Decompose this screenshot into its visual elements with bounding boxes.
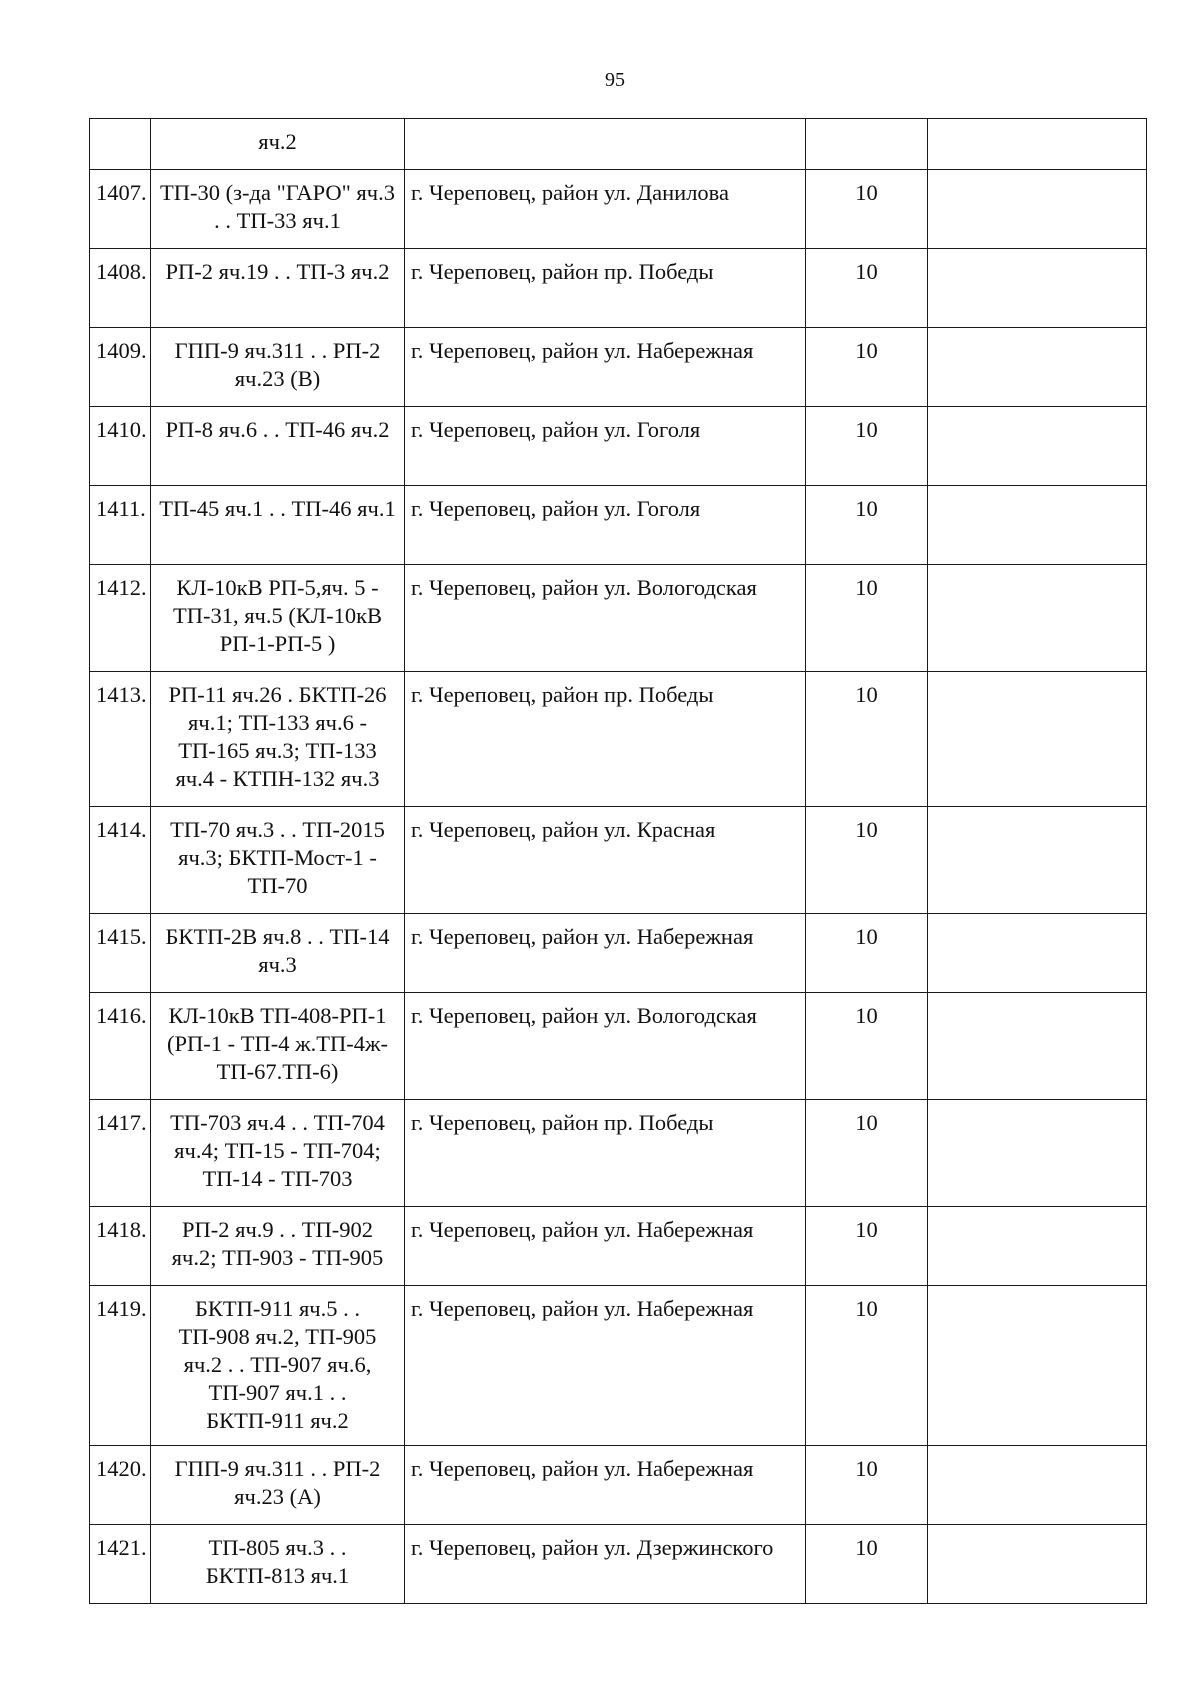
table-row [90,993,1147,1100]
note-cell [928,249,1147,328]
table-row [90,407,1147,486]
address-cell: г. Череповец, район ул. Набережная [405,1286,806,1446]
address-cell: г. Череповец, район ул. Гоголя [405,407,806,486]
address-cell: г. Череповец, район ул. Дзержинского [405,1525,806,1604]
address-cell: г. Череповец, район ул. Набережная [405,328,806,407]
table-row [90,486,1147,565]
table-row [90,170,1147,249]
voltage-cell: 10 [806,407,928,486]
line-name-cell: РП-2 яч.9 . . ТП-902 яч.2; ТП-903 - ТП-905 [151,1207,405,1286]
line-name-cell: ТП-805 яч.3 . . БКТП-813 яч.1 [151,1525,405,1604]
row-number-cell: 1414. [90,807,151,914]
address-cell: г. Череповец, район пр. Победы [405,672,806,807]
address-cell: г. Череповец, район пр. Победы [405,1100,806,1207]
row-number-cell: 1407. [90,170,151,249]
address-cell: г. Череповец, район ул. Вологодская [405,993,806,1100]
row-number-cell: 1419. [90,1286,151,1446]
line-name-cell: ГПП-9 яч.311 . . РП-2 яч.23 (В) [151,328,405,407]
table-row [90,1525,1147,1604]
note-cell [928,407,1147,486]
note-cell [928,486,1147,565]
table-row [90,914,1147,993]
table-row [90,807,1147,914]
line-name-cell: ТП-703 яч.4 . . ТП-704 яч.4; ТП-15 - ТП-704; ТП-14 - ТП-703 [151,1100,405,1207]
note-cell [928,1207,1147,1286]
voltage-cell: 10 [806,328,928,407]
voltage-cell: 10 [806,170,928,249]
voltage-cell: 10 [806,486,928,565]
note-cell [928,993,1147,1100]
address-cell: г. Череповец, район ул. Вологодская [405,565,806,672]
voltage-cell: 10 [806,1446,928,1525]
table-row [90,249,1147,328]
note-cell [928,1100,1147,1207]
note-cell [928,1446,1147,1525]
row-number-cell: 1413. [90,672,151,807]
row-number-cell: 1409. [90,328,151,407]
table-row [90,1446,1147,1525]
line-name-cell: РП-2 яч.19 . . ТП-3 яч.2 [151,249,405,328]
voltage-cell: 10 [806,1100,928,1207]
address-cell: г. Череповец, район ул. Данилова [405,170,806,249]
table-row [90,565,1147,672]
line-name-cell: ТП-45 яч.1 . . ТП-46 яч.1 [151,486,405,565]
line-name-cell: яч.2 [151,119,405,170]
page-number: 95 [605,69,625,91]
row-number-cell: 1411. [90,486,151,565]
address-cell: г. Череповец, район ул. Гоголя [405,486,806,565]
row-number-cell: 1412. [90,565,151,672]
table-row [90,119,1147,170]
table-row [90,328,1147,407]
line-name-cell: РП-8 яч.6 . . ТП-46 яч.2 [151,407,405,486]
voltage-cell: 10 [806,993,928,1100]
line-name-cell: ТП-30 (з-да "ГАРО" яч.3 . . ТП-33 яч.1 [151,170,405,249]
table-row [90,1286,1147,1446]
voltage-cell: 10 [806,807,928,914]
voltage-cell: 10 [806,914,928,993]
line-name-cell: БКТП-911 яч.5 . . ТП-908 яч.2, ТП-905 яч.2 . . ТП-907 яч.6, ТП-907 яч.1 . . БКТП-911 яч.2 [151,1286,405,1446]
address-cell [405,119,806,170]
table-row [90,672,1147,807]
address-cell: г. Череповец, район пр. Победы [405,249,806,328]
line-name-cell: КЛ-10кВ ТП-408-РП-1 (РП-1 - ТП-4 ж.ТП-4ж-ТП-67.ТП-6) [151,993,405,1100]
row-number-cell: 1418. [90,1207,151,1286]
note-cell [928,328,1147,407]
voltage-cell: 10 [806,672,928,807]
voltage-cell [806,119,928,170]
row-number-cell: 1421. [90,1525,151,1604]
row-number-cell: 1420. [90,1446,151,1525]
row-number-cell: 1415. [90,914,151,993]
row-number-cell [90,119,151,170]
note-cell [928,672,1147,807]
address-cell: г. Череповец, район ул. Красная [405,807,806,914]
line-name-cell: ГПП-9 яч.311 . . РП-2 яч.23 (А) [151,1446,405,1525]
row-number-cell: 1417. [90,1100,151,1207]
note-cell [928,1525,1147,1604]
note-cell [928,807,1147,914]
note-cell [928,565,1147,672]
line-name-cell: КЛ-10кВ РП-5,яч. 5 - ТП-31, яч.5 (КЛ-10кВ РП-1-РП-5 ) [151,565,405,672]
table-row [90,1207,1147,1286]
voltage-cell: 10 [806,1525,928,1604]
line-name-cell: ТП-70 яч.3 . . ТП-2015 яч.3; БКТП-Мост-1 - ТП-70 [151,807,405,914]
note-cell [928,170,1147,249]
line-name-cell: РП-11 яч.26 . БКТП-26 яч.1; ТП-133 яч.6 - ТП-165 яч.3; ТП-133 яч.4 - КТПН-132 яч.3 [151,672,405,807]
line-name-cell: БКТП-2В яч.8 . . ТП-14 яч.3 [151,914,405,993]
address-cell: г. Череповец, район ул. Набережная [405,914,806,993]
voltage-cell: 10 [806,1207,928,1286]
table-row [90,1100,1147,1207]
registry-table [89,118,1147,1604]
note-cell [928,1286,1147,1446]
voltage-cell: 10 [806,565,928,672]
voltage-cell: 10 [806,1286,928,1446]
note-cell [928,914,1147,993]
address-cell: г. Череповец, район ул. Набережная [405,1207,806,1286]
row-number-cell: 1410. [90,407,151,486]
address-cell: г. Череповец, район ул. Набережная [405,1446,806,1525]
row-number-cell: 1416. [90,993,151,1100]
voltage-cell: 10 [806,249,928,328]
row-number-cell: 1408. [90,249,151,328]
note-cell [928,119,1147,170]
